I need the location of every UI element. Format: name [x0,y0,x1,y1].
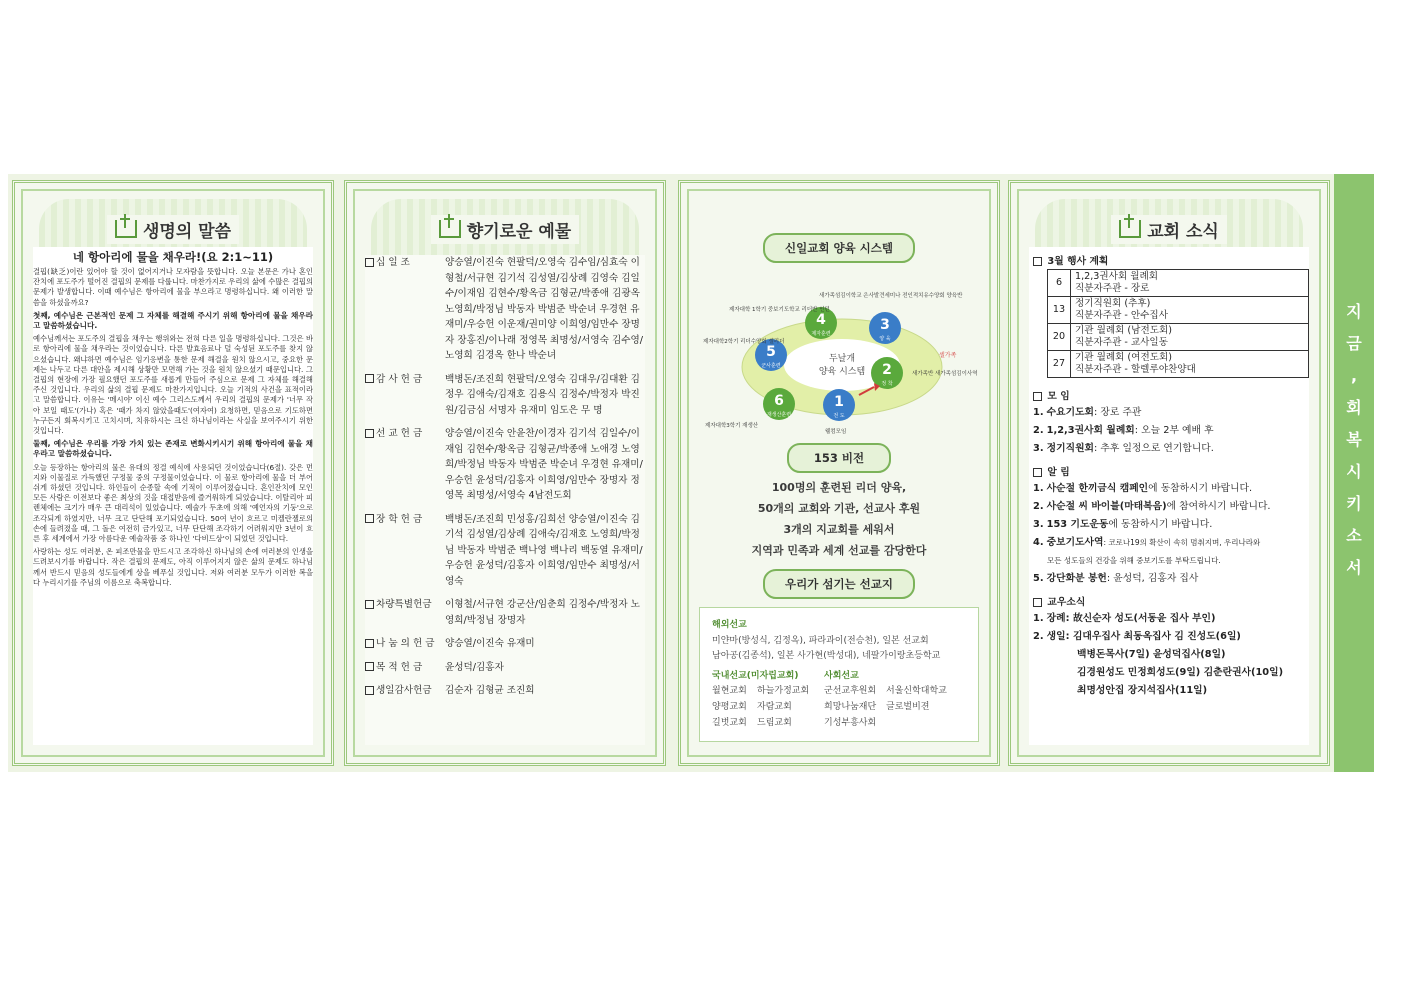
meeting-item: 2. 1,2,3권사회 월례회: 오늘 2부 예배 후 [1033,425,1214,436]
notice-item: 1. 사순절 한끼금식 캠페인에 동참하시기 바랍니다. [1033,483,1253,494]
event-detail: 기관 월례회 (남전도회) 직분자주관 - 교사일동 [1071,324,1309,351]
svg-text:1: 1 [834,394,844,410]
domestic-church: 월현교회 [712,686,747,697]
meeting-item: 3. 정기직원회: 추후 일정으로 연기합니다. [1033,443,1214,454]
center-label-2: 양육 시스템 [818,367,866,377]
slogan-char: 소 [1346,526,1362,545]
offering-names: 윤성덕/김홍자 [445,661,504,673]
caption-3: 새가족섬김이학교 은사발견세미나 전인적치유수양회 양육반 [819,293,963,299]
domestic-church: 길벗교회 [712,717,747,728]
table-row [1048,297,1309,324]
offering-row [365,660,645,676]
domestic-social-grid [712,669,966,731]
social-org: 서울신학대학교 [886,686,947,697]
checkbox-icon [1033,257,1042,266]
svg-text:4: 4 [816,312,826,328]
offering-label: 십 일 조 [365,255,445,364]
growth-system-diagram [699,267,985,437]
domestic-church: 드림교회 [757,717,792,728]
panel-title-text: 향기로운 예물 [466,221,572,242]
offering-names: 양승열/이진숙 현팔덕/오영숙 김수임/심효숙 이형철/서규현 김기석 김성열/김상례 김영숙 김일수/이재임 김현수/황옥금 김형균/박종애 김광옥 노영희/박정님 박동자 박범준 박순녀 우경현 유재미/우승헌 이운재/권미양 이희영/임만수 장명자 장홍진/이나래 정영목 최명성/서영숙 김수영/노영희 김경옥 한나 박순녀 [445,257,643,361]
slogan-strip [1334,174,1374,772]
offering-row [365,255,645,364]
checkbox-icon [365,639,374,648]
domestic-church: 자람교회 [757,701,792,712]
event-detail: 1,2,3권사회 월례회 직분자주관 - 장로 [1071,270,1309,297]
event-detail: 정기직원회 (추후) 직분자주관 - 안수집사 [1071,297,1309,324]
people-item: 백병돈목사(7일) 윤성덕집사(8일) [1077,649,1226,660]
event-day: 13 [1048,297,1071,324]
mission-title: 우리가 섬기는 선교지 [763,569,915,599]
center-label-1: 두날개 [828,354,856,364]
svg-text:제자훈련: 제자훈련 [811,331,831,337]
people-item: 최명성안집 장지석집사(11일) [1077,685,1208,696]
offering-names: 백병돈/조진희 현팔덕/오영숙 김대우/김대환 김정우 김애숙/김재호 김용식 김정수/박정자 박진원/김금심 서명자 유재미 임도은 무 명 [445,373,640,416]
offering-row [365,512,645,590]
offering-label: 나 눔 의 헌 금 [365,636,445,652]
panel-church-news [1008,180,1330,766]
offering-row [365,372,645,419]
svg-text:2: 2 [882,362,892,378]
bible-icon [115,220,137,238]
panel-word-of-life [12,180,334,766]
svg-text:양 육: 양 육 [879,336,891,342]
node-1 [823,389,855,421]
checkbox-icon [365,686,374,695]
people-heading: 교우소식 [1033,594,1305,608]
event-day: 20 [1048,324,1071,351]
people-item: 2. 생일: 김대우집사 최동옥집사 김 진성도(6일) [1033,631,1241,642]
overseas-line: 남아공(김종석), 일본 사가현(박성대), 네팔가이랑초등학교 [712,651,941,662]
checkbox-icon [365,429,374,438]
checkbox-icon [365,600,374,609]
event-day: 27 [1048,351,1071,378]
panel-ministry [678,180,1000,766]
meeting-item: 1. 수요기도회: 장로 주관 [1033,407,1142,418]
svg-text:5: 5 [766,344,776,360]
caption-2: 새가족반 새가족섬김이사역 [912,371,978,377]
people-item: 1. 장례: 故신순자 성도(서동윤 집사 부인) [1033,613,1216,624]
side-note: 셀가족 [939,352,957,359]
slogan-char: 서 [1346,558,1362,577]
events-table [1047,269,1309,378]
vision-text [699,477,979,561]
social-heading: 사회선교 [824,670,859,681]
svg-text:전 도: 전 도 [833,413,845,419]
table-row [1048,324,1309,351]
offering-label: 선 교 헌 금 [365,426,445,504]
slogan-char: 지 [1346,302,1362,321]
notice-item: 5. 강단화분 봉헌: 윤성덕, 김홍자 집사 [1033,573,1199,584]
sermon-subheading: 둘째, 예수님은 우리를 가장 가치 있는 존재로 변화시키시기 위해 항아리에 물을 채우라고 말씀하셨습니다. [33,439,313,459]
offering-label: 목 적 헌 금 [365,660,445,676]
notice-item: 4. 중보기도사역: 코로나19의 확산이 속히 멈춰지며, 우리나라와 [1033,537,1261,548]
offering-names: 양승열/이진숙 유재미 [445,638,535,649]
sermon-title: 네 항아리에 물을 채우라!(요 2:1~11) [72,250,274,264]
meetings-heading: 모 임 [1033,388,1305,402]
slogan-char: 복 [1346,430,1362,449]
sermon-paragraph: 오늘 등장하는 항아리의 물은 유대의 정결 예식에 사용되던 것이었습니다(6절). 갖은 먼지와 이물질로 가득했던 구정물 중의 구정물이었습니다. 이 물로 항아리에 물을 더 부어 쉬게 하셨던 것입니다. 하인들이 순종할 속에 기적이 이루어졌습니다. 혼인잔치에 모인 모든 사람은 이전보다 좋은 최상의 것을 대접받음에 즐거워하게 되었습니다. 이탈리아 피렌체에는 크기가 매우 큰 대리석이 있었습니다. 예술가 두초에 의해 '예언자의 기둥'으로 조각되게 하였지만, 너무 크고 단단해 포기되었습니다. 50여 년이 흐르고 미켈란젤로의 손에 들려졌을 때, 그 돌은 여전히 금가있고, 너무 단단해 조각하기 어려워지만 3년이 흐른 후 세계에서 가장 아름다운 예술작품 중 하나인 '다비드상'이 되었던 것입니다. [33,462,313,544]
social-org: 희망나눔재단 [824,701,877,712]
slogan-char: 회 [1346,398,1362,417]
node-6 [763,388,795,420]
event-detail: 기관 월례회 (여전도회) 직분자주관 - 할렐루야찬양대 [1071,351,1309,378]
caption-5: 제자대학2학기 리더수양회 셀리더 [703,339,785,345]
sermon-body [33,247,313,745]
mission-box [699,607,979,742]
svg-text:재생산훈련: 재생산훈련 [766,412,792,418]
domestic-church: 양평교회 [712,701,747,712]
offering-label: 감 사 헌 금 [365,372,445,419]
svg-text:6: 6 [774,393,784,409]
checkbox-icon [1033,468,1042,477]
checkbox-icon [1033,392,1042,401]
sermon-paragraph: 예수님께서는 포도주의 결핍을 채우는 행위와는 전혀 다른 일을 명령하십니다. 그것은 바로 항아리에 물을 채우라는 것이었습니다. 다른 발효음료나 덜 숙성된 포도주를 찾지 않으셨습니다. 왜냐하면 예수님은 임기응변을 통한 문제 해결을 원치 않으시고, 중요한 문제는 나두고 다른 대안을 제시해 상황만 모면해 가는 것을 원치 않으셨기 때문입니다. 그 결핍의 현장에 가장 필요했던 포도주를 새롭게 만들어 주심으로 문제 그 자체를 해결해 주신 것입니다. 우리의 삶의 결핍 문제도 마찬가지입니다. 오늘 기적의 사건을 표적이라고 말씀합니다. 이유는 '메시야' 이신 예수 그리스도께서 우리의 결핍의 문제가 '너무 작아 보일 때도'(가나) 혹은 '때가 차지 않았을때도'(여자여) 요청하면, 믿음으로 기도하면 누구든지 회복시키고 고치시며, 치유하시는 크신 하나님이라는 사실을 보여주시기 위한 것입니다. [33,334,313,436]
vision-line: 100명의 훈련된 리더 양육, [771,481,907,494]
svg-text:군사훈련: 군사훈련 [761,363,781,369]
panel-title-text: 생명의 말씀 [142,221,232,242]
panel-title-text: 교회 소식 [1147,221,1219,242]
offering-names: 김순자 김형균 조진희 [445,685,535,696]
caption-1: 웰컴모임 [825,429,847,435]
offering-label: 장 학 헌 금 [365,512,445,590]
offering-label: 차량특별헌금 [365,597,445,628]
checkbox-icon [365,374,374,383]
panel-title [1111,215,1227,244]
panel-offerings [344,180,666,766]
sermon-paragraph: 결핍(缺乏)이란 있어야 할 것이 없어지거나 모자람을 뜻합니다. 오늘 본문은 가나 혼인 잔치에 포도주가 떨어진 결핍의 문제를 다룹니다. 마찬가지로 우리의 삶에 수많은 결핍의 문제가 발생합니다. 이때 예수님은 항아리에 물을 부으라고 명령하십니다. 왜 이러한 말씀을 하셨을까요? [33,267,313,307]
offering-names: 양승열/이진숙 안윤찬/이경자 김기석 김일수/이재임 김현수/황옥금 김형균/박종애 노애경 노영희/박정님 박동자 박범준 박순녀 우경현 유재미/우승헌 윤성덕/김홍자 이희영/임만수 장명자 정영목 최명성/서영숙 4남전도회 [445,428,643,501]
slogan-char: 키 [1346,494,1362,513]
social-org: 기성부흥사회 [824,717,877,728]
offering-names: 백병돈/조진희 민성홍/김희선 양승열/이진숙 김기석 김성열/김상례 김애숙/김재호 노영희/박정님 박동자 박범준 백나영 백나리 백동열 유재미/우승헌 윤성덕/김홍자 이희영/임만수 최명성/서영숙 [445,513,643,587]
caption-4: 제자대학 1학기 중보기도학교 리더반 인턴 [729,307,830,313]
overseas-line: 미얀마(방성식, 김정옥), 파라과이(전승천), 일본 선교회 [712,635,929,646]
svg-text:정 착: 정 착 [881,381,893,387]
slogan-char: 금 [1346,334,1362,353]
vision-line: 50개의 교회와 기관, 선교사 후원 [757,502,921,515]
offering-row [365,426,645,504]
table-row [1048,351,1309,378]
panel-title [431,215,579,244]
overseas-heading: 해외선교 [712,620,747,630]
events-heading: 3월 행사 계획 [1033,253,1305,267]
news-body [1029,247,1309,745]
system-title: 신일교회 양육 시스템 [763,233,915,263]
caption-6: 제자대학3학기 재생산 [705,423,759,429]
sermon-paragraph: 사랑하는 성도 여러분, 온 피조만물을 만드시고 조각하신 하나님의 손에 여러분의 인생을 드려보시기를 바랍니다. 작은 결핍의 문제도, 아직 이루어지지 않은 삶의 문제도 하나님께서 반드시 믿음의 성도들에게 상을 베푸실 것입니다. 저와 여러분 모두가 이러한 복을 다 누리시기를 주님의 이름으로 축복합니다. [33,547,313,587]
offering-row [365,636,645,652]
domestic-church: 하늘가정교회 [757,686,810,697]
ministry-content [699,233,979,745]
notice-item: 모든 성도들의 건강을 위해 중보기도를 부탁드립니다. [1047,556,1221,565]
slogan-text [1334,296,1374,584]
offering-names: 이형철/서규현 강군산/임춘희 김정수/박정자 노영희/박정님 장명자 [445,599,640,626]
slogan-char: , [1350,366,1358,385]
event-day: 6 [1048,270,1071,297]
panel-header [347,199,663,259]
checkbox-icon [365,514,374,523]
social-org [886,716,966,732]
svg-text:3: 3 [880,317,890,333]
notice-item: 3. 153 기도운동에 동참하시기 바랍니다. [1033,519,1213,530]
vision-line: 3개의 지교회를 세워서 [783,523,895,536]
vision-line: 지역과 민족과 세계 선교를 감당한다 [751,544,927,557]
bible-icon [1119,220,1141,238]
offering-row [365,683,645,699]
social-org: 군선교후원회 [824,686,877,697]
bible-icon [439,220,461,238]
checkbox-icon [1033,598,1042,607]
checkbox-icon [365,662,374,671]
table-row [1048,270,1309,297]
offering-label: 생일감사헌금 [365,683,445,699]
notice-item: 2. 사순절 씨 바이블(마태복음)에 참여하시기 바랍니다. [1033,501,1271,512]
sermon-subheading: 첫째, 예수님은 근본적인 문제 그 자체를 해결해 주시기 위해 항아리에 물을 채우라고 말씀하셨습니다. [33,310,313,331]
domestic-heading: 국내선교(미자립교회) [712,670,799,681]
offerings-list [365,255,645,745]
checkbox-icon [365,258,374,267]
node-3 [869,312,901,344]
offering-row [365,597,645,628]
panel-title [107,215,239,244]
social-org: 글로벌비젼 [886,701,930,712]
vision-title: 153 비전 [787,443,891,473]
people-item: 김경원성도 민정희성도(9일) 김춘란권사(10일) [1077,667,1284,678]
notices-heading: 알 림 [1033,464,1305,478]
slogan-char: 시 [1346,462,1362,481]
